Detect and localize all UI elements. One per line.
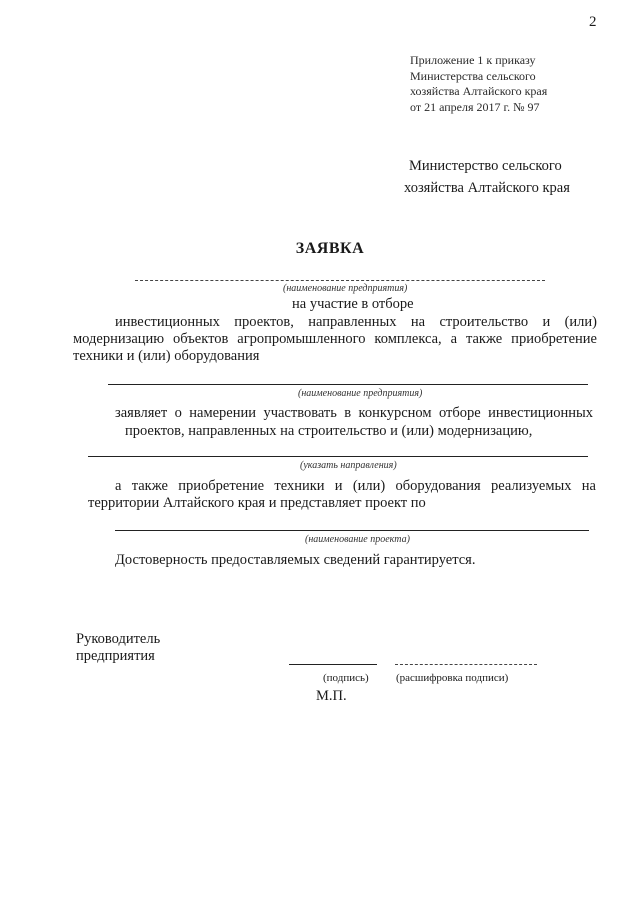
body-text: заявляет о намерении участвовать в конкурсном отборе инвестиционных (115, 405, 593, 421)
direction-caption: (указать направления) (300, 460, 397, 471)
addressee-block (404, 155, 570, 199)
decode-line (395, 664, 537, 665)
appendix-note (410, 53, 547, 115)
page-number: 2 (589, 14, 597, 30)
appendix-line: хозяйства Алтайского края (410, 84, 548, 98)
signatory-line: предприятия (76, 648, 155, 664)
enterprise-name-line (135, 280, 545, 281)
project-name-caption: (наименование проекта) (305, 534, 410, 545)
signature-line (289, 664, 377, 665)
body-text: территории Алтайского края и представляет проект по (88, 495, 426, 511)
enterprise-name-caption: (наименование предприятия) (298, 388, 423, 399)
body-text: инвестиционных проектов, направленных на строительство и (или) (115, 314, 597, 330)
body-text: модернизацию объектов агропромышленного комплекса, а также приобретение (73, 331, 597, 347)
appendix-line: Министерства сельского (410, 68, 536, 83)
body-text: а также приобретение техники и (или) оборудования реализуемых на (115, 478, 596, 494)
project-name-line (115, 530, 589, 531)
guarantee-text: Достоверность предоставляемых сведений гарантируется. (115, 552, 476, 568)
appendix-line: Приложение 1 к приказу (410, 53, 536, 67)
addressee-line: хозяйства Алтайского края (404, 180, 570, 196)
signature-caption: (подпись) (323, 672, 369, 684)
appendix-line: от 21 апреля 2017 г. № 97 (410, 99, 540, 114)
signatory-line: Руководитель (76, 631, 161, 647)
addressee-line: Министерство сельского (409, 158, 562, 174)
stamp-place: М.П. (316, 688, 347, 704)
decode-caption: (расшифровка подписи) (396, 672, 509, 684)
body-text: проектов, направленных на строительство и (или) модернизацию, (125, 423, 533, 439)
body-text: на участие в отборе (292, 296, 414, 312)
enterprise-name-line (108, 384, 588, 385)
direction-line (88, 456, 588, 457)
signatory-title (76, 631, 160, 665)
document-title: ЗАЯВКА (295, 240, 365, 257)
enterprise-name-caption: (наименование предприятия) (283, 283, 408, 294)
body-text: техники и (или) оборудования (73, 348, 260, 364)
